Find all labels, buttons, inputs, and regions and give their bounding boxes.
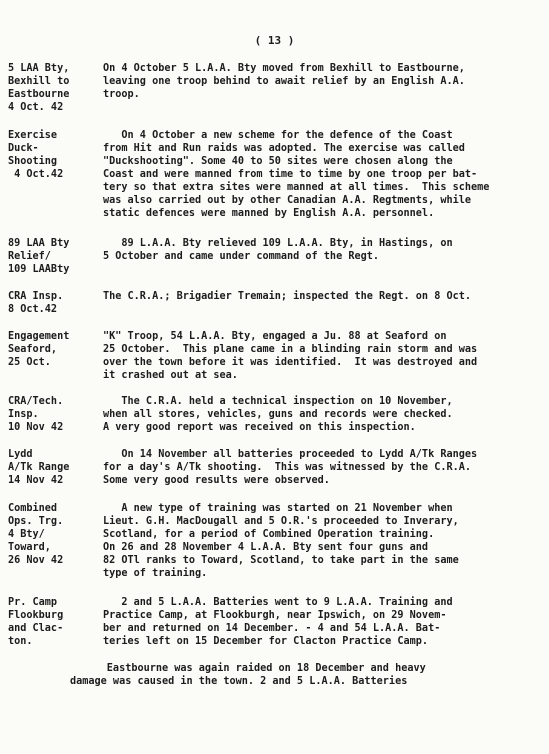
entry-line: for a day's A/Tk shooting. This was witnessed by the C.R.A. <box>103 462 472 473</box>
closing-line: Eastbourne was again raided on 18 December and heavy <box>70 663 426 674</box>
entry-line: static defences were manned by English A.A. personnel. <box>103 208 435 219</box>
entry-line: 2 and 5 L.A.A. Batteries went to 9 L.A.A. Training and <box>103 597 453 608</box>
entry-line: The C.R.A.; Brigadier Tremain; inspected the Regt. on 8 Oct. <box>103 291 472 302</box>
entry-margin-note: Engagement Seaford, 25 Oct. <box>8 331 70 368</box>
entry-line: type of training. <box>103 568 208 579</box>
entry-line: The C.R.A. held a technical inspection on 10 November, <box>103 396 453 407</box>
entry-margin-note: CRA Insp. 8 Oct.42 <box>8 291 64 315</box>
entry-line: A new type of training was started on 21 November when <box>103 503 453 514</box>
entry-line: teries left on 15 December for Clacton Practice Camp. <box>103 636 429 647</box>
entry-line: troop. <box>103 89 140 100</box>
entry-body <box>103 237 543 263</box>
entry-line: from Hit and Run raids was adopted. The exercise was called <box>103 143 465 154</box>
entry-body <box>103 395 543 434</box>
entry-margin-note: Exercise Duck- Shooting 4 Oct.42 <box>8 130 64 180</box>
entry-line: 5 October and came under command of the Regt. <box>103 251 380 262</box>
closing-paragraph <box>70 662 540 688</box>
entry-body <box>103 290 543 303</box>
entry-margin-note: CRA/Tech. Insp. 10 Nov 42 <box>8 396 64 433</box>
entry-line: ber and returned on 14 December. - 4 and 54 L.A.A. Bat- <box>103 623 441 634</box>
entry-line: Practice Camp, at Flookburgh, near Ipswich, on 29 Novem- <box>103 610 447 621</box>
entry-body <box>103 62 543 101</box>
closing-line: damage was caused in the town. 2 and 5 L.A.A. Batteries <box>70 676 408 687</box>
entry-line: leaving one troop behind to await relief by an English A.A. <box>103 76 465 87</box>
entry-line: Coast and were manned from time to time by one troop per bat- <box>103 169 478 180</box>
entry-body <box>103 502 543 580</box>
entry-body <box>103 448 543 487</box>
entry-body <box>103 330 543 382</box>
entry-line: A very good report was received on this inspection. <box>103 422 416 433</box>
entry-line: "K" Troop, 54 L.A.A. Bty, engaged a Ju. 88 at Seaford on <box>103 331 447 342</box>
entry-line: tery so that extra sites were manned at all times. This scheme <box>103 182 490 193</box>
entry-margin-note: 5 LAA Bty, Bexhill to Eastbourne 4 Oct. 42 <box>8 63 70 113</box>
entry-line: it crashed out at sea. <box>103 370 238 381</box>
entry-body <box>103 129 543 220</box>
entry-line: On 14 November all batteries proceeded to Lydd A/Tk Ranges <box>103 449 478 460</box>
entry-margin-note: 89 LAA Bty Relief/ 109 LAABty <box>8 238 70 275</box>
entry-line: 82 OTl ranks to Toward, Scotland, to take part in the same <box>103 555 459 566</box>
entry-line: On 4 October a new scheme for the defence of the Coast <box>103 130 453 141</box>
entry-line: was also carried out by other Canadian A.A. Regtments, while <box>103 195 472 206</box>
entry-body <box>103 596 543 648</box>
entry-line: Lieut. G.H. MacDougall and 5 O.R.'s proceeded to Inverary, <box>103 516 459 527</box>
entry-margin-note: Lydd A/Tk Range 14 Nov 42 <box>8 449 70 486</box>
entry-line: Scotland, for a period of Combined Operation training. <box>103 529 435 540</box>
entry-line: when all stores, vehicles, guns and records were checked. <box>103 409 453 420</box>
entry-line: 25 October. This plane came in a blinding rain storm and was <box>103 344 478 355</box>
entry-line: Some very good results were observed. <box>103 475 330 486</box>
entry-margin-note: Pr. Camp Flookburg and Clac- ton. <box>8 597 64 647</box>
entry-line: 89 L.A.A. Bty relieved 109 L.A.A. Bty, in Hastings, on <box>103 238 453 249</box>
entry-line: On 26 and 28 November 4 L.A.A. Bty sent four guns and <box>103 542 429 553</box>
entry-line: "Duckshooting". Some 40 to 50 sites were chosen along the <box>103 156 453 167</box>
page-number: ( 13 ) <box>254 34 295 47</box>
entry-line: over the town before it was identified. It was destroyed and <box>103 357 478 368</box>
entry-margin-note: Combined Ops. Trg. 4 Bty/ Toward, 26 Nov 42 <box>8 503 64 566</box>
entry-line: On 4 October 5 L.A.A. Bty moved from Bexhill to Eastbourne, <box>103 63 465 74</box>
